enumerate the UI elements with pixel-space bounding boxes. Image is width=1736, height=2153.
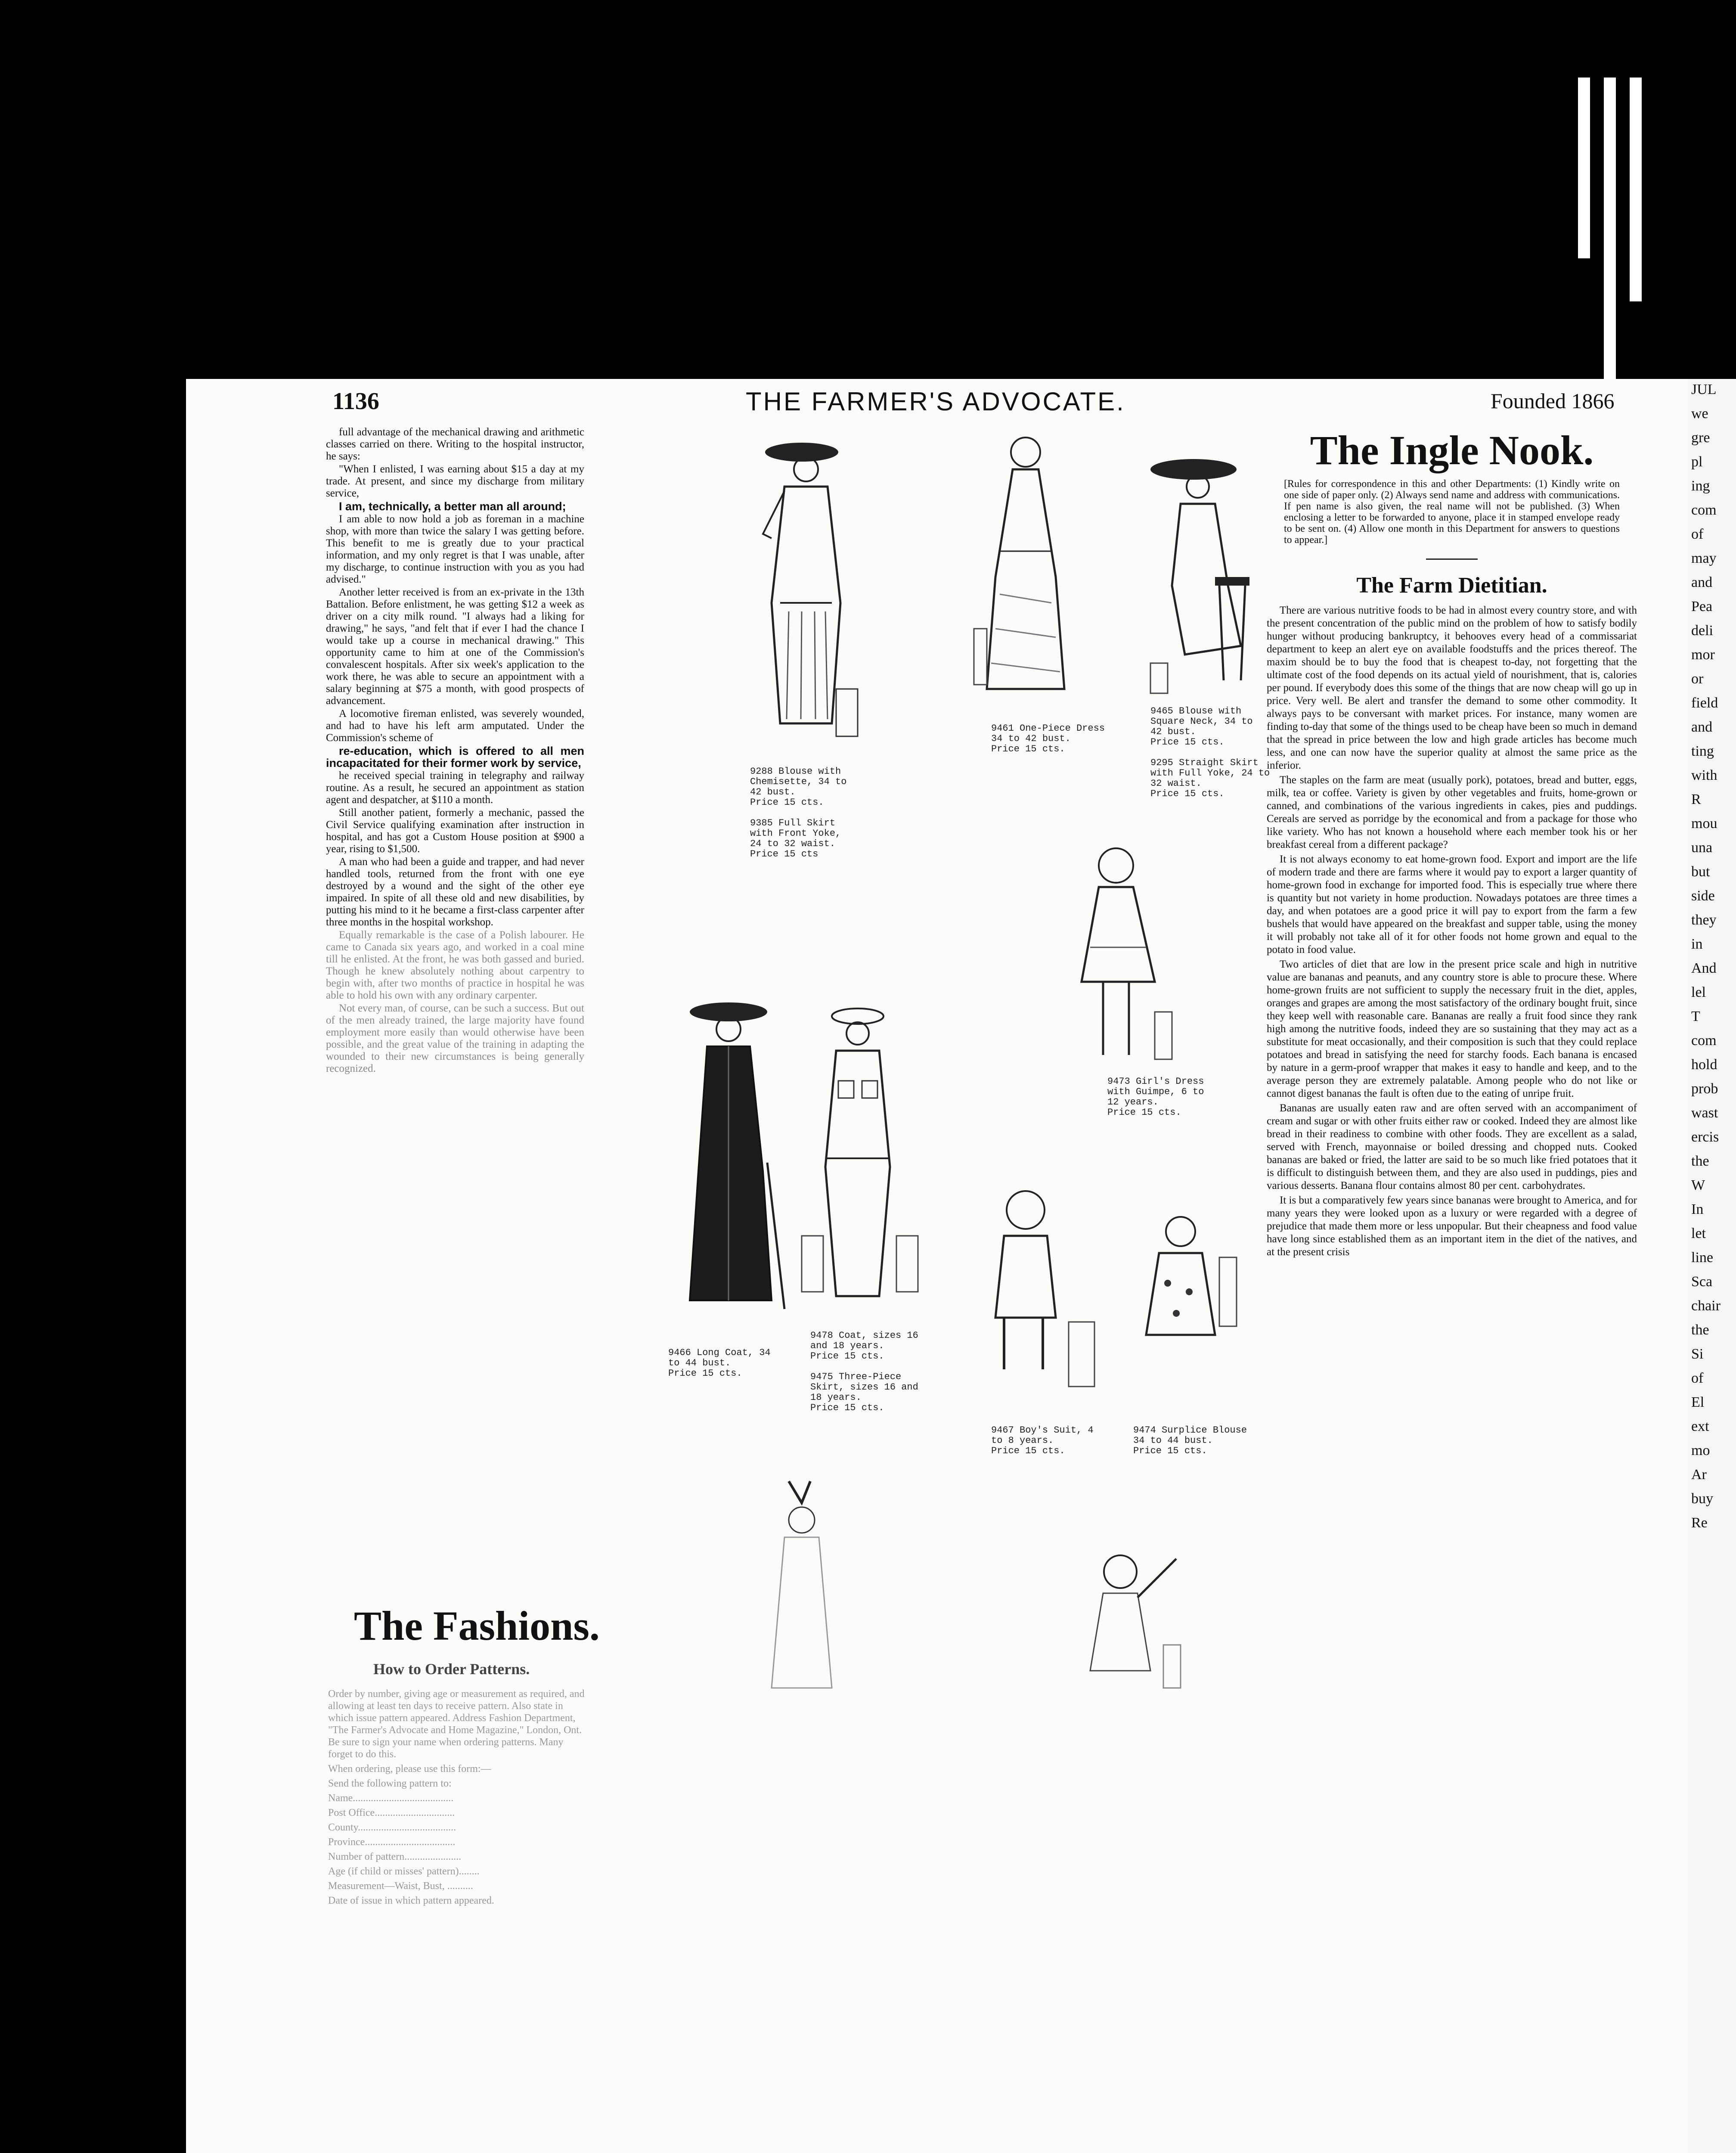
- page-fragment: in: [1691, 936, 1703, 952]
- fashion-illustration-girls-dress: [1069, 840, 1181, 1081]
- page-fragment: let: [1691, 1225, 1706, 1241]
- form-line: Measurement—Waist, Bust, ..........: [328, 1880, 473, 1892]
- binding-edge-bar: [1604, 78, 1616, 396]
- page-fragment: mou: [1691, 816, 1717, 831]
- form-line: Age (if child or misses' pattern)........: [328, 1866, 480, 1877]
- page-header: [186, 379, 1719, 418]
- fashions-body: [328, 1688, 586, 1909]
- fashion-illustration-girl-with-racket: [1064, 1542, 1194, 1722]
- binding-edge-bar: [1578, 78, 1590, 258]
- fashion-illustration-coat-skirt: [797, 995, 927, 1322]
- page-fragment: and: [1691, 574, 1713, 590]
- page-fragment: gre: [1691, 430, 1710, 446]
- fashion-illustration-dress: [970, 422, 1082, 715]
- page-fragment: Pea: [1691, 599, 1713, 614]
- paragraph: Another letter received is from an ex-private in the 13th Battalion. Before enlistment, he was getting $12 a week as driver on a city milk round. "I always had a liking for drawing," he says, "and felt that if ever I had the chance I would take up a course in mechanical drawing." This opportunity came to him at one of the Commission's convalescent hospitals. After six week's application to the work there, he was able to secure an appointment with a salary beginning at $75 a month, with good prospects of advancement.: [326, 586, 584, 707]
- fashion-illustration-surplice-blouse: [1125, 1206, 1245, 1430]
- form-line: Number of pattern......................: [328, 1851, 462, 1862]
- paragraph: It is but a comparatively few years since bananas were brought to America, and for many years they were looked upon as a luxury or were regarded with a degree of prejudice that made them more or less unpopular. But their cheapness and food value have long since established them as an important item in the diet of the natives, and at the present crisis: [1267, 1194, 1637, 1258]
- form-line: Name.......................................: [328, 1793, 454, 1804]
- page-fragment: of: [1691, 1370, 1704, 1386]
- dietitian-body: [1267, 604, 1637, 1259]
- page-fragment: buy: [1691, 1491, 1713, 1507]
- bold-paragraph: re-education, which is offered to all men incapacitated for their former work by service,: [326, 745, 584, 769]
- page-fragment: Ar: [1691, 1467, 1707, 1483]
- newspaper-page: [186, 379, 1719, 2153]
- adjacent-page-fragments: [1688, 379, 1736, 1534]
- page-fragment: ing: [1691, 478, 1710, 494]
- paragraph: Still another patient, formerly a mechanic, passed the Civil Service qualifying examination after instruction in hospital, and has got a Custom House position at $900 a year, rising to $1,500.: [326, 807, 584, 855]
- farm-dietitian-heading: The Farm Dietitian.: [1356, 573, 1547, 598]
- paragraph: It is not always economy to eat home-grown food. Export and import are the life of modern trade and there are farms where it would pay to export a larger quantity of home-grown food in exchange for imported food. This is especially true where there is quantity but not variety in home production. Nowadays potatoes are three times a day, and when potatoes are a good price it will pay to export from the farm a few bushels that would have appeared on the breakfast and supper table, using the money it will probably not take all of it for other foods not home grown and equal to the potato in food value.: [1267, 853, 1637, 956]
- paragraph: The staples on the farm are meat (usually pork), potatoes, bread and butter, eggs, milk, tea or coffee. Variety is given by other vegetables and fruits, home-grown or canned, and combinations of the various ingredients in cakes, pies and puddings. Cereals are served as porridge by the economical and from a package for those who like variety. Who has not known a household where each member took his or her breakfast cereal from a different package?: [1267, 774, 1637, 850]
- page-fragment: W: [1691, 1177, 1705, 1193]
- pattern-caption: 9467 Boy's Suit, 4 to 8 years. Price 15 cts.: [991, 1425, 1094, 1456]
- page-fragment: hold: [1691, 1057, 1717, 1073]
- page-fragment: com: [1691, 1033, 1717, 1049]
- paragraph: Two articles of diet that are low in the present price scale and high in nutritive value are bananas and peanuts, and any country store is able to procure these. Where home-grown fruits are not sufficient to supply the necessary fruit in the diet, apples, oranges and grapes are among the most satisfactory of the ordinary bought fruit, since they keep well with reasonable care. Bananas are really a fruit food since they rank high among the nutritive foods, indeed they are so sustaining that they may act as a substitute for meat occasionally, and their composition is such that they could replace potatoes and bread in satisfying the need for starchy foods. Each banana is encased by nature in a germ-proof wrapper that makes it easy to handle and keep, and to the average person they are extremely palatable. Among people who do not like or cannot digest bananas the fault is often due to the eating of unripe fruit.: [1267, 959, 1637, 1099]
- form-line: Post Office...............................: [328, 1807, 455, 1818]
- page-fragment: deli: [1691, 623, 1713, 639]
- masthead: THE FARMER'S ADVOCATE.: [746, 387, 1125, 416]
- pattern-caption: 9478 Coat, sizes 16 and 18 years. Price 15 cts. 9475 Three-Piece Skirt, sizes 16 and 18 years. Price 15 cts.: [810, 1330, 918, 1413]
- page-fragment: chair: [1691, 1298, 1720, 1314]
- page-fragment: or: [1691, 671, 1704, 687]
- paragraph: he received special training in telegraphy and railway routine. As a result, he secured an appointment as station agent and despatcher, at $110 a month.: [326, 770, 584, 806]
- form-line: Date of issue in which pattern appeared.: [328, 1895, 494, 1906]
- page-fragment: com: [1691, 502, 1717, 518]
- page-fragment: with: [1691, 767, 1717, 783]
- form-line: County......................................: [328, 1822, 456, 1833]
- page-fragment: T: [1691, 1008, 1700, 1024]
- paragraph: full advantage of the mechanical drawing and arithmetic classes carried on there. Writing to the hospital instructor, he says:: [326, 426, 584, 462]
- pattern-caption: 9473 Girl's Dress with Guimpe, 6 to 12 years. Price 15 cts.: [1107, 1076, 1204, 1118]
- page-fragment: pl: [1691, 454, 1703, 470]
- page-fragment: the: [1691, 1153, 1709, 1169]
- bold-paragraph: I am, technically, a better man all around;: [339, 500, 566, 513]
- founded-line: Founded 1866: [1491, 389, 1615, 413]
- page-fragment: R: [1691, 791, 1701, 807]
- pattern-caption: 9461 One-Piece Dress 34 to 42 bust. Price 15 cts.: [991, 723, 1105, 754]
- page-fragment: ting: [1691, 743, 1714, 759]
- pattern-caption: 9288 Blouse with Chemisette, 34 to 42 bust. Price 15 cts. 9385 Full Skirt with Front Yoke, 24 to 32 waist. Price 15 cts: [750, 766, 847, 859]
- page-fragment: Sca: [1691, 1274, 1713, 1290]
- correspondence-rules: [Rules for correspondence in this and other Departments: (1) Kindly write on one side of paper only. (2) Always send name and address with communications. If pen name is also given, the real name will not be published. (3) When enclosing a letter to be forwarded to anyone, place it in stamped envelope ready to be sent on. (4) Allow one month in this Department for answers to questions to appear.]: [1284, 478, 1620, 546]
- page-fragment: Si: [1691, 1346, 1704, 1362]
- page-fragment: lel: [1691, 984, 1706, 1000]
- fashions-heading: The Fashions.: [354, 1603, 600, 1649]
- paragraph: A man who had been a guide and trapper, and had never handled tools, returned from the front with one eye destroyed by a wound and the sight of the other eye impaired. In spite of all these old and new disabilities, by putting his mind to it he became a first-class carpenter after three months in the hospital workshop.: [326, 856, 584, 928]
- page-fragment: side: [1691, 888, 1715, 904]
- paragraph: There are various nutritive foods to be had in almost every country store, and with the present concentration of the public mind on the problem of how to satisfy bodily hunger without producing bankruptcy, it behooves every head of a commissariat department to keep an alert eye on available foodstuffs and the prices thereof. The maxim should be to buy the food that is cheapest to-day, not forgetting that the ultimate cost of the food depends on its actual yield of nourishment, that is, calories per pound. If everybody does this some of the things that are now cheap will go up in price. Very well. Be alert and transfer the demand to some other commodity. It always pays to be conversant with market prices. For instance, many women are finding to-day that some of the things used to be cheap have been so much in demand that the spread in price between the low and high grade articles has become much less, and one can now have the superior quality at almost the same price as the inferior.: [1267, 605, 1637, 771]
- page-fragment: In: [1691, 1201, 1704, 1217]
- page-fragment: mor: [1691, 647, 1715, 663]
- fashion-illustration-seated-woman: [1133, 422, 1262, 698]
- form-line: Province...................................: [328, 1837, 456, 1848]
- pattern-caption: 9465 Blouse with Square Neck, 34 to 42 bust. Price 15 cts. 9295 Straight Skirt with Full Yoke, 24 to 32 waist. Price 15 cts.: [1150, 706, 1270, 799]
- page-fragment: JUL: [1691, 382, 1717, 397]
- page-fragment: wast: [1691, 1105, 1718, 1121]
- paragraph: "When I enlisted, I was earning about $15 a day at my trade. At present, and since my discharge from military service,: [326, 463, 584, 499]
- page-fragment: we: [1691, 406, 1708, 422]
- page-fragment: and: [1691, 719, 1713, 735]
- page-fragment: the: [1691, 1322, 1709, 1338]
- paragraph: I am able to now hold a job as foreman in a machine shop, with more than twice the salary I was getting before. This benefit to me is greatly due to your practical information, and my only regret is that I was unable, after my discharge, to continue instruction with you as you had advised.": [326, 513, 584, 585]
- adjacent-page-edge: [1688, 379, 1736, 2153]
- page-fragment: ext: [1691, 1418, 1709, 1434]
- page-fragment: ercis: [1691, 1129, 1719, 1145]
- ingle-nook-column: [1267, 426, 1637, 1260]
- fashion-illustration-blouse-skirt: [746, 422, 866, 749]
- ingle-nook-title: The Ingle Nook.: [1310, 427, 1594, 473]
- page-fragment: field: [1691, 695, 1718, 711]
- paragraph: A locomotive fireman enlisted, was severely wounded, and had to have his left arm amputated. Under the Commission's scheme of: [326, 708, 584, 744]
- paragraph: Equally remarkable is the case of a Polish labourer. He came to Canada six years ago, and worked in a coal mine till he enlisted. At the front, he was both gassed and buried. Though he knew absolutely nothing about carpentry to begin with, after two months of practice in hospital he was able to hold his own with any ordinary carpenter.: [326, 929, 584, 1001]
- fashion-illustration-faded-dress: [737, 1473, 866, 1714]
- paragraph: Send the following pattern to:: [328, 1778, 452, 1789]
- page-fragment: they: [1691, 912, 1717, 928]
- page-fragment: una: [1691, 840, 1713, 856]
- page-fragment: line: [1691, 1250, 1713, 1266]
- pattern-caption: 9474 Surplice Blouse 34 to 44 bust. Price 15 cts.: [1133, 1425, 1247, 1456]
- paragraph: Not every man, of course, can be such a success. But out of the men already trained, the large majority have found employment more easily than would otherwise have been possible, and the great value of the training in adapting the wounded to their new circumstances is being generally recognized.: [326, 1002, 584, 1074]
- paragraph: Bananas are usually eaten raw and are often served with an accompaniment of cream and sugar or with other fruits either raw or cooked. Indeed they are almost like bread in their readiness to combine with other foods. They are excellent as a salad, served with French, mayonnaise or boiled dressing and chopped nuts. Cooked bananas are baked or fried, the latter are said to be so much like fried potatoes that it is difficult to distinguish between them, and they are also used in puddings, pies and various desserts. Banana flour contains almost 80 per cent. carbohydrates.: [1267, 1102, 1637, 1191]
- page-fragment: prob: [1691, 1081, 1718, 1097]
- binding-edge-bar: [1630, 78, 1642, 301]
- left-column: [326, 426, 584, 1076]
- divider: [1426, 558, 1478, 560]
- page-fragment: of: [1691, 526, 1704, 542]
- pattern-caption: 9466 Long Coat, 34 to 44 bust. Price 15 cts.: [668, 1347, 771, 1379]
- page-fragment: Re: [1691, 1515, 1708, 1531]
- fashion-illustration-boys-suit: [978, 1180, 1116, 1421]
- page-fragment: mo: [1691, 1443, 1710, 1458]
- page-number: 1136: [332, 388, 379, 415]
- page-fragment: And: [1691, 960, 1717, 976]
- paragraph: When ordering, please use this form:—: [328, 1763, 491, 1775]
- paragraph: Order by number, giving age or measurement as required, and allowing at least ten days to receive pattern. Also state in which issue pattern appeared. Address Fashion Department, "The Farmer's Advocate and Home Magazine," London, Ont. Be sure to sign your name when ordering patterns. Many forget to do this.: [328, 1688, 585, 1760]
- how-to-order-subheading: How to Order Patterns.: [373, 1660, 530, 1678]
- page-fragment: El: [1691, 1394, 1705, 1410]
- page-fragment: but: [1691, 864, 1710, 880]
- fashion-illustration-long-coat: [664, 990, 793, 1326]
- page-fragment: may: [1691, 550, 1717, 566]
